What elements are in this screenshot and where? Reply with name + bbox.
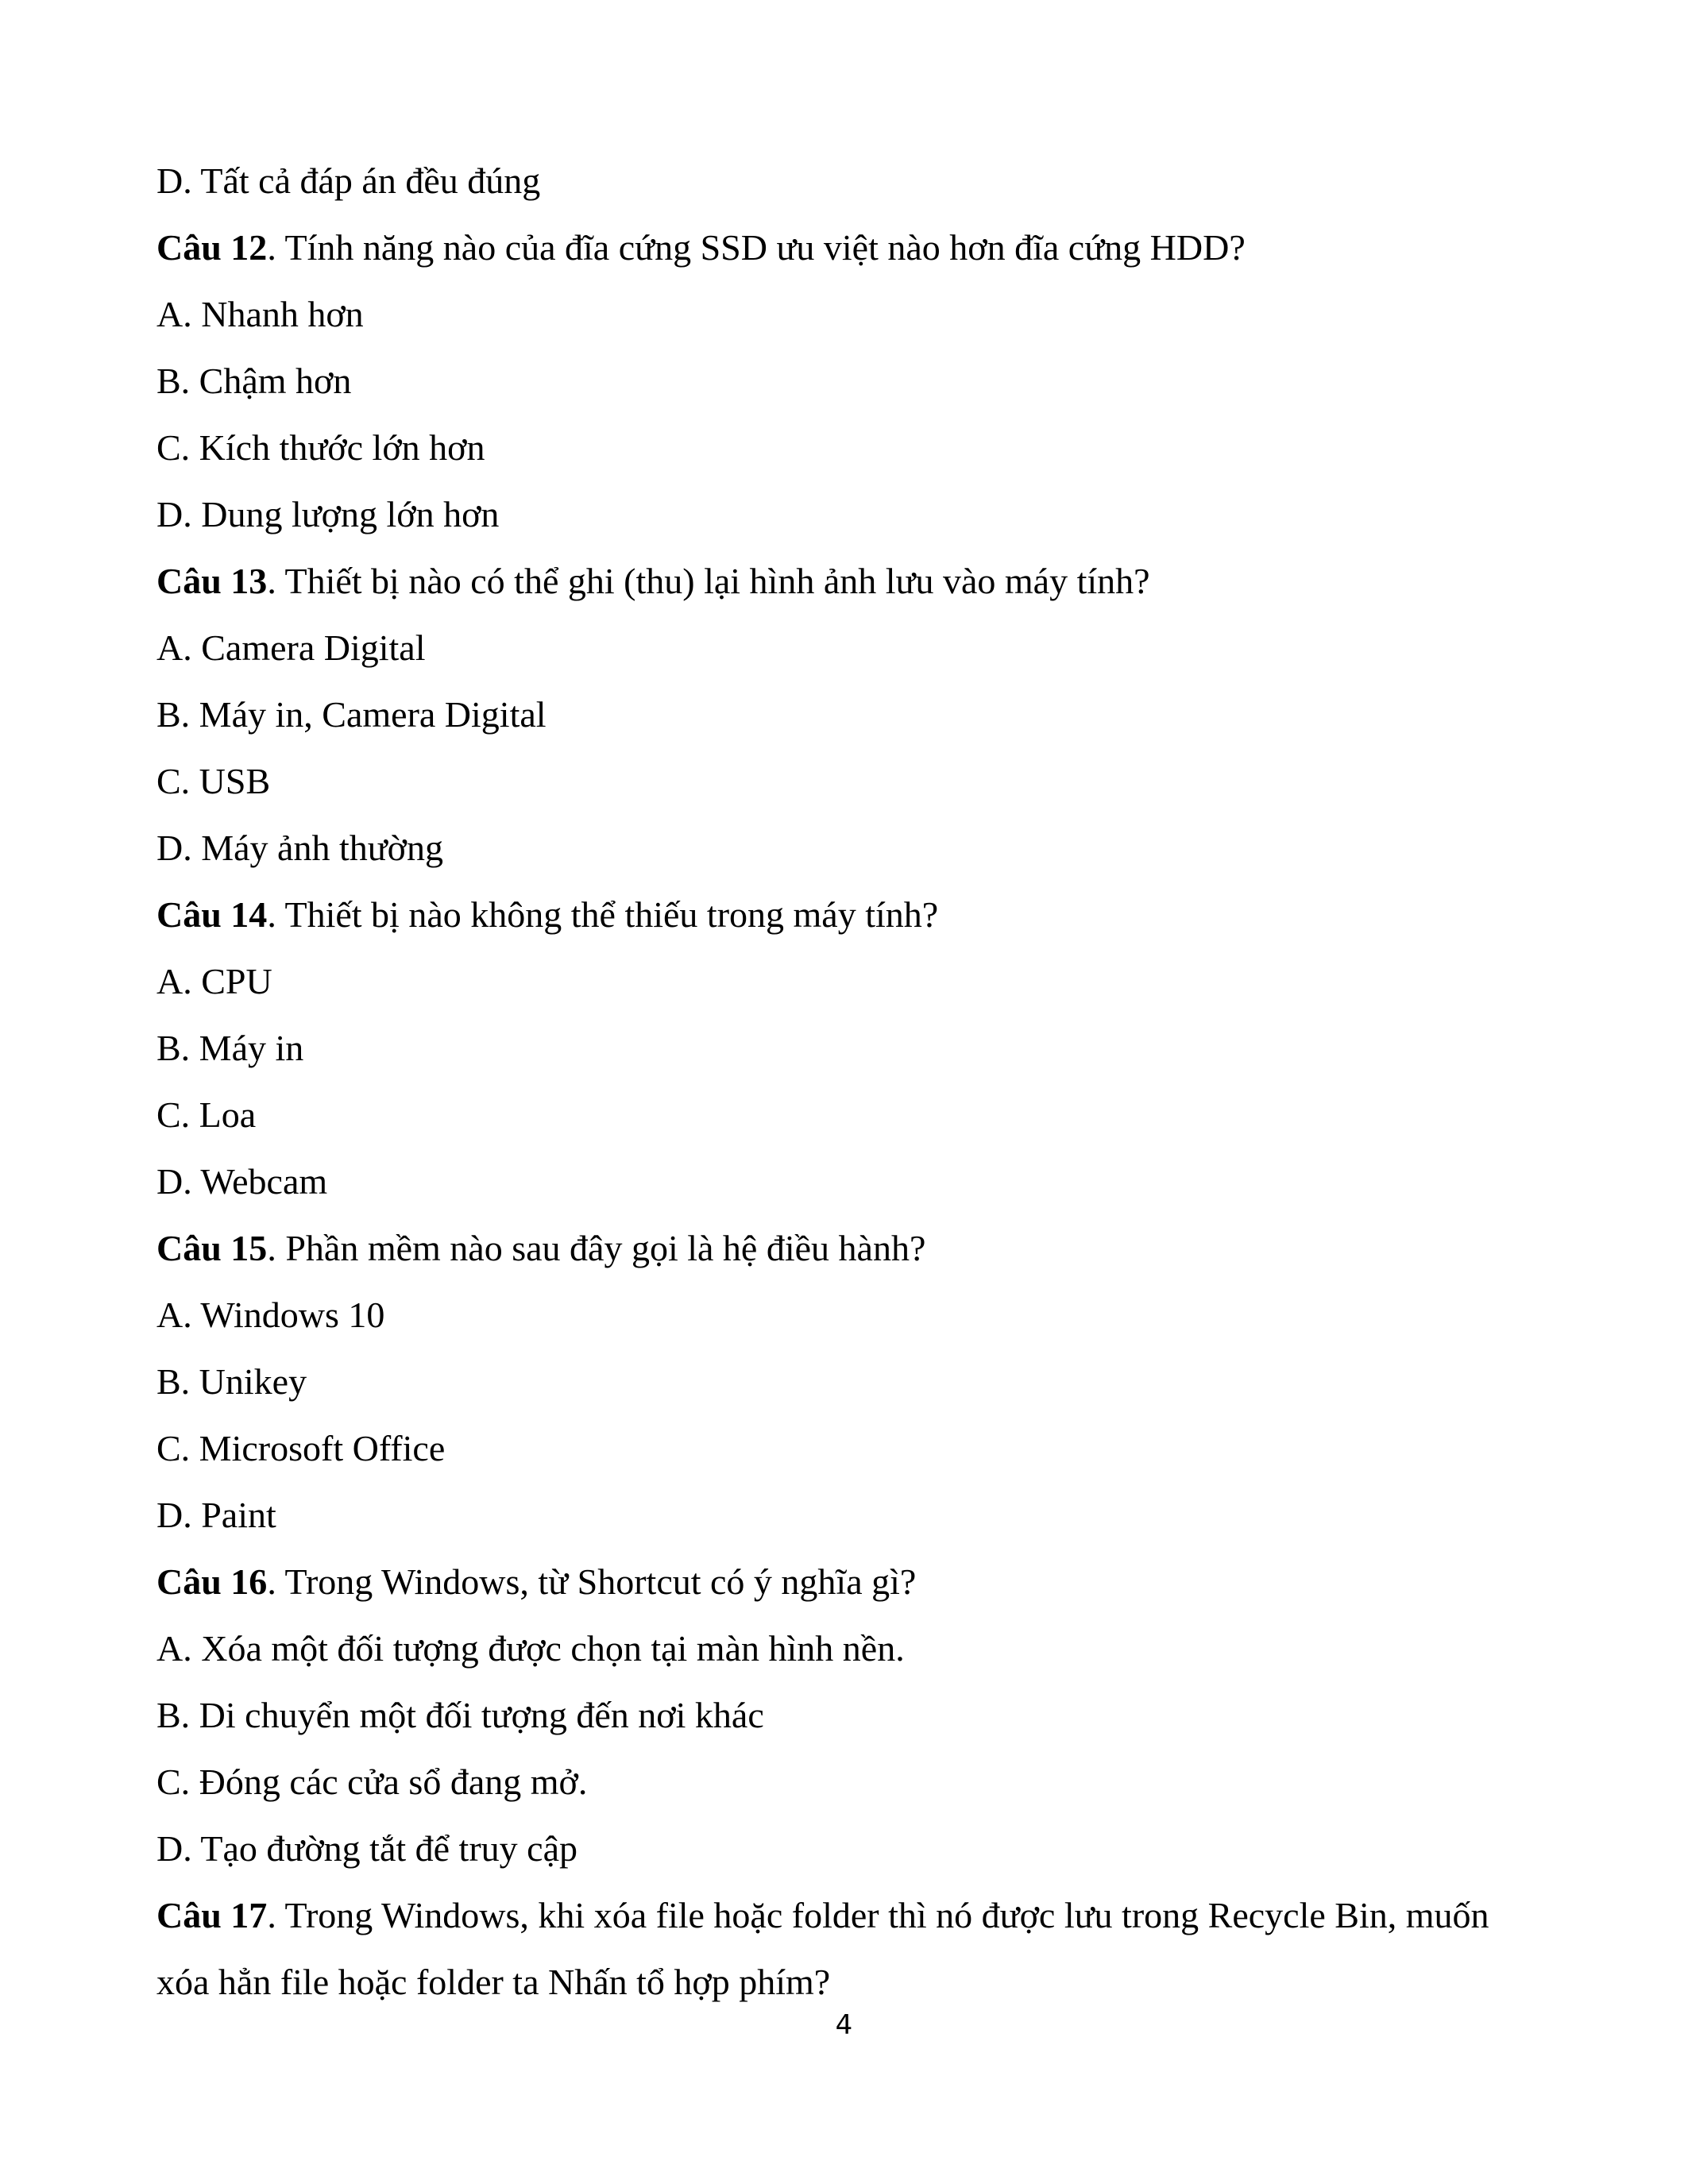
question-17 <box>156 1882 1499 2016</box>
question-16 <box>156 1549 1531 1615</box>
question-label: Câu 14 <box>156 894 268 935</box>
answer-option: B. Máy in <box>156 1028 304 1068</box>
quiz-content <box>156 148 1531 2016</box>
answer-option: C. USB <box>156 761 271 801</box>
question-text: . Trong Windows, khi xóa file hoặc folder thì nó được lưu trong Recycle Bin, muốn xóa hẳn file hoặc folder ta Nhấn tổ hợp phím? <box>156 1895 1489 2002</box>
answer-option: C. Loa <box>156 1094 257 1135</box>
question-label: Câu 17 <box>156 1895 268 1935</box>
question-13 <box>156 548 1531 615</box>
answer-option: B. Chậm hơn <box>156 361 352 401</box>
question-label: Câu 13 <box>156 561 268 601</box>
answer-option: A. CPU <box>156 961 272 1001</box>
question-label: Câu 15 <box>156 1228 268 1268</box>
answer-option: D. Máy ảnh thường <box>156 828 443 868</box>
answer-option: B. Di chuyển một đối tượng đến nơi khác <box>156 1695 764 1735</box>
answer-option: D. Tất cả đáp án đều đúng <box>156 160 541 201</box>
question-12 <box>156 214 1531 281</box>
answer-option: C. Kích thước lớn hơn <box>156 427 485 468</box>
question-text: . Thiết bị nào có thể ghi (thu) lại hình ảnh lưu vào máy tính? <box>267 561 1150 601</box>
page-number: 4 <box>835 2009 853 2041</box>
answer-option: D. Paint <box>156 1495 276 1535</box>
answer-option: A. Xóa một đối tượng được chọn tại màn hình nền. <box>156 1628 905 1669</box>
question-14 <box>156 882 1531 948</box>
question-15 <box>156 1215 1531 1282</box>
answer-option: B. Máy in, Camera Digital <box>156 694 547 735</box>
answer-option: A. Camera Digital <box>156 627 426 668</box>
answer-option: D. Dung lượng lớn hơn <box>156 494 500 534</box>
answer-option: D. Tạo đường tắt để truy cập <box>156 1828 577 1869</box>
answer-option: C. Microsoft Office <box>156 1428 446 1468</box>
answer-option: A. Nhanh hơn <box>156 294 364 334</box>
answer-option: C. Đóng các cửa sổ đang mở. <box>156 1761 588 1802</box>
answer-option: B. Unikey <box>156 1361 307 1402</box>
question-text: . Thiết bị nào không thể thiếu trong máy tính? <box>267 894 939 935</box>
question-text: . Phần mềm nào sau đây gọi là hệ điều hành? <box>267 1228 926 1268</box>
question-label: Câu 16 <box>156 1561 268 1602</box>
question-text: . Tính năng nào của đĩa cứng SSD ưu việt nào hơn đĩa cứng HDD? <box>267 227 1246 268</box>
answer-option: A. Windows 10 <box>156 1295 385 1335</box>
question-text: . Trong Windows, từ Shortcut có ý nghĩa gì? <box>267 1561 917 1602</box>
question-label: Câu 12 <box>156 227 268 268</box>
answer-option: D. Webcam <box>156 1161 328 1202</box>
